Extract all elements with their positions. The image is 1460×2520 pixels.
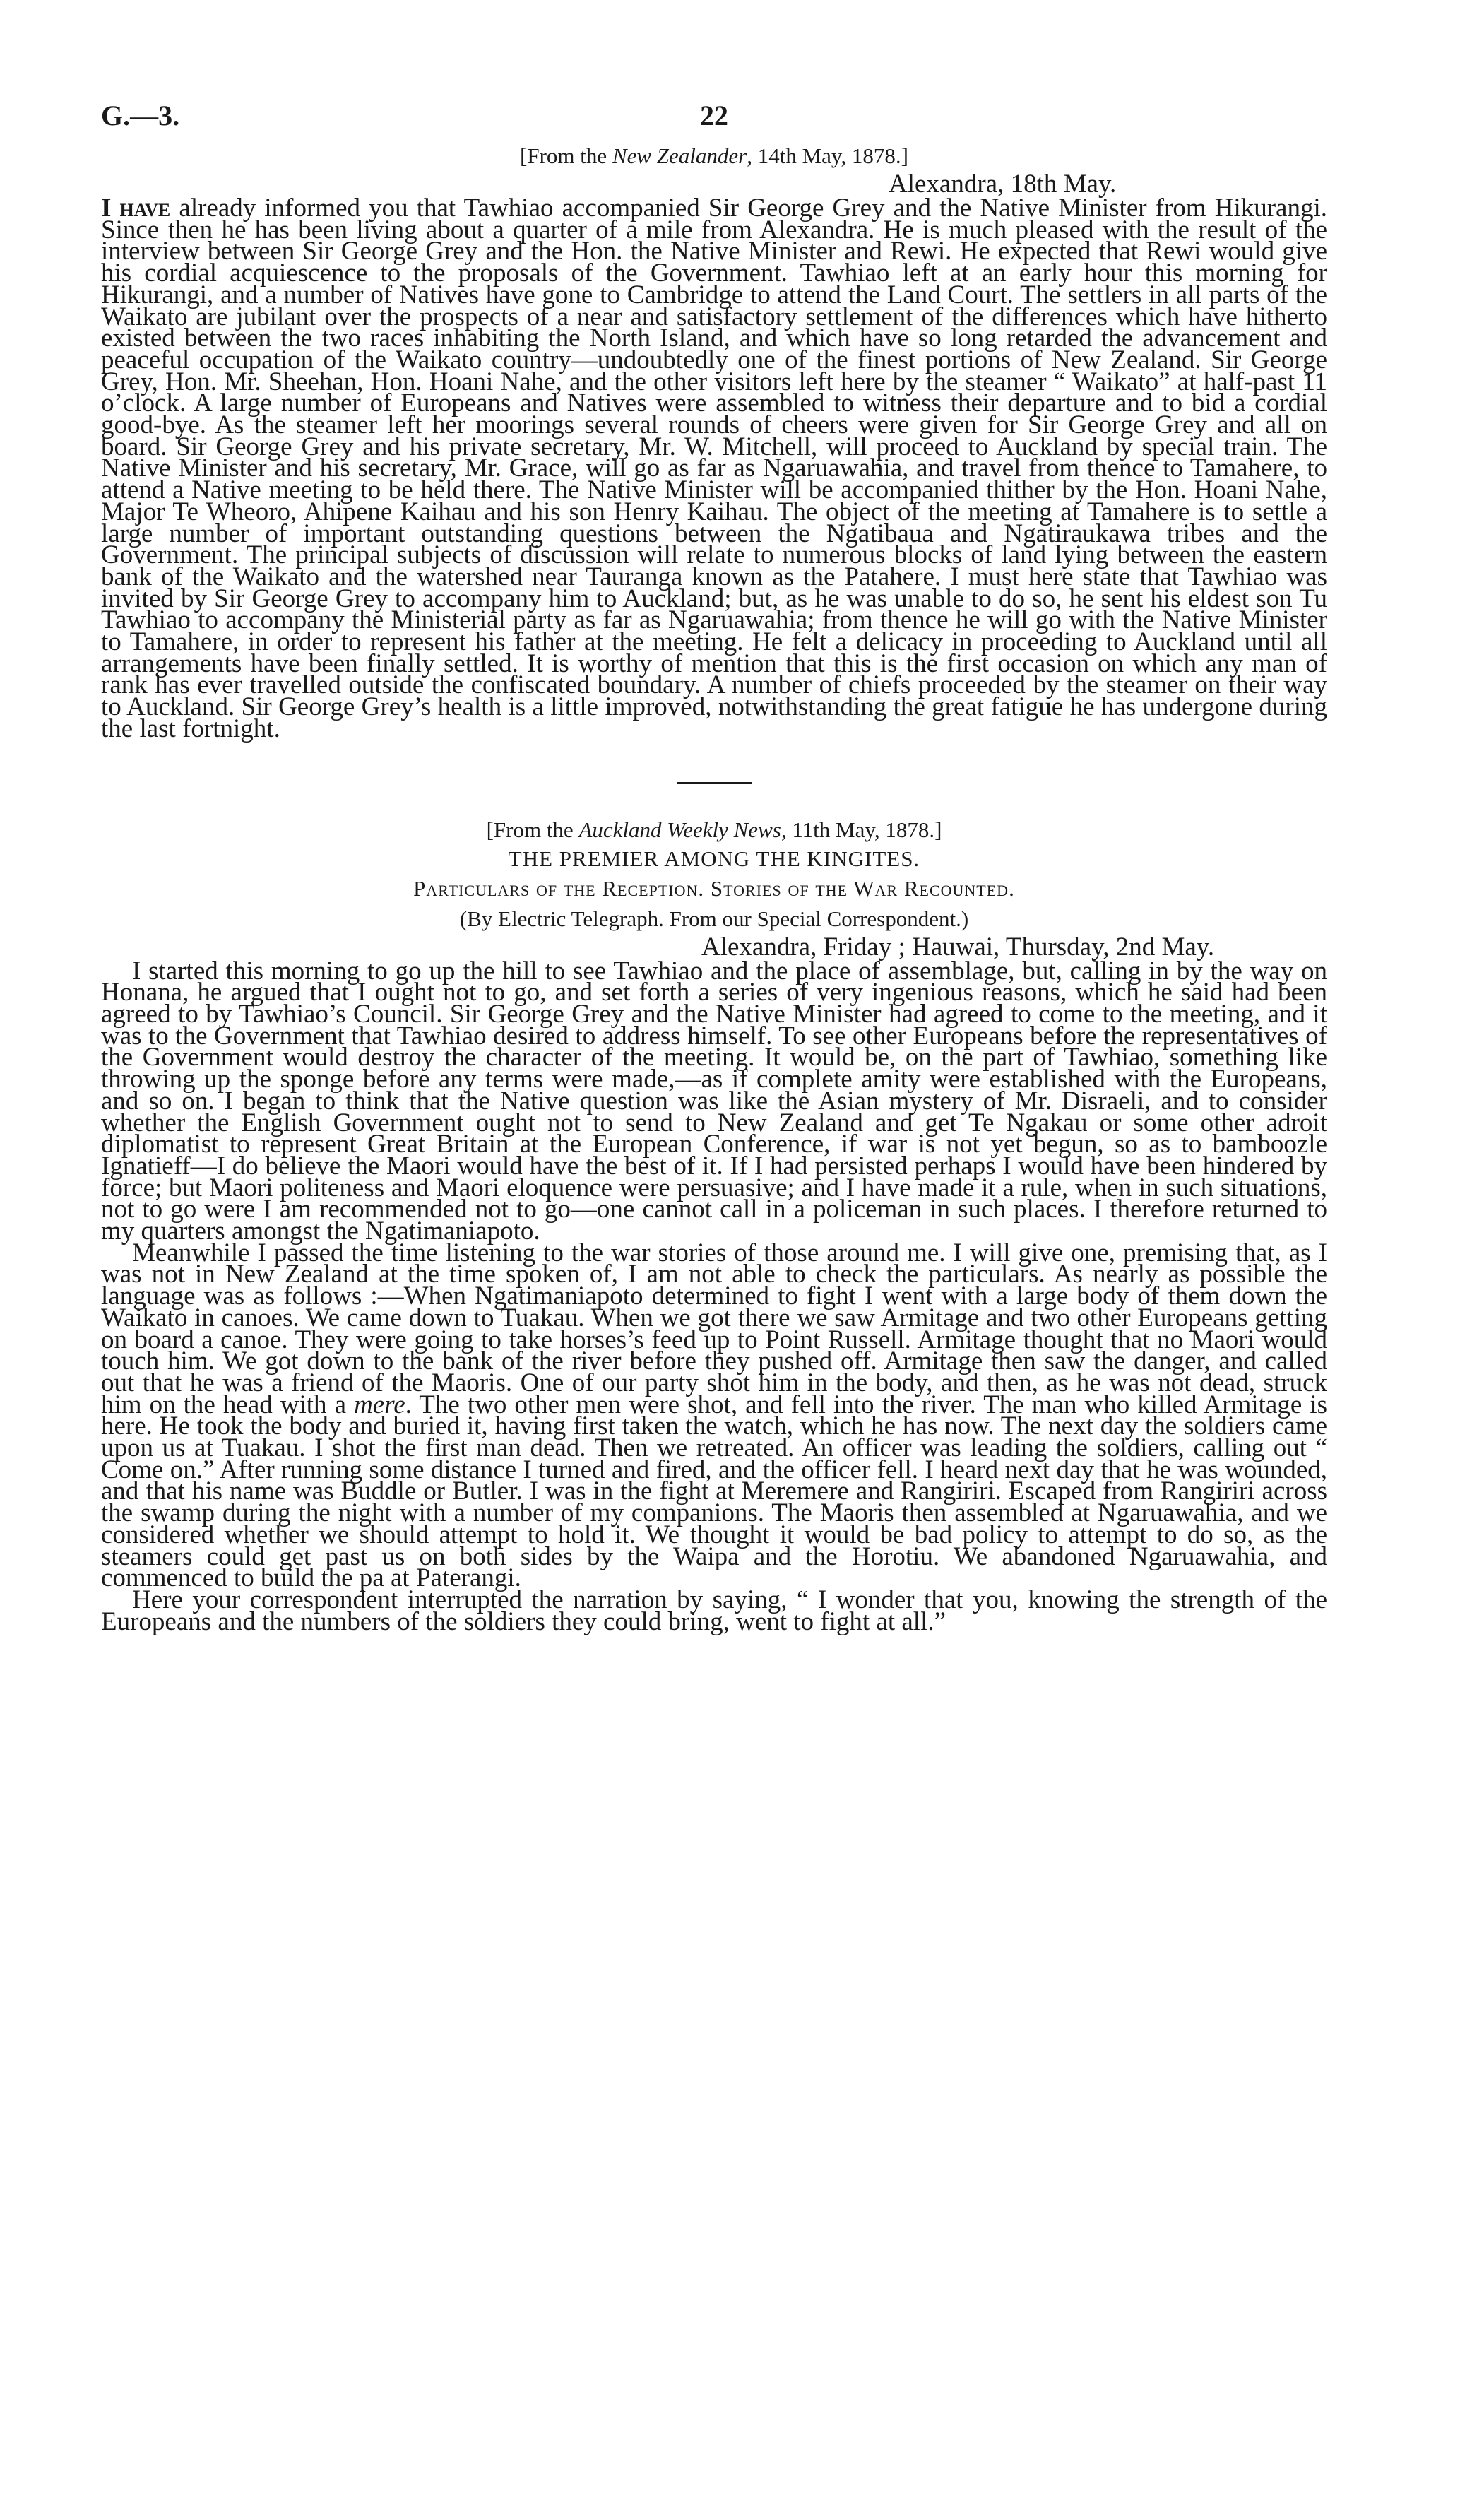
section-divider [677,782,752,784]
dateline: Alexandra, Friday ; Hauwai, Thursday, 2nd May. [701,932,1215,962]
article-new-zealander [101,141,1327,743]
source-prefix: [From the [520,143,612,168]
article-body [101,194,1327,743]
document-page [101,99,1327,1636]
source-citation [101,815,1327,845]
subheadline: Particulars of the Reception. Stories of the War Recounted. [413,875,1015,901]
source-prefix: [From the [486,817,579,842]
source-publication: Auckland Weekly News [578,817,781,842]
byline: (By Electric Telegraph. From our Special Correspondent.) [459,906,969,931]
source-citation [101,141,1327,171]
document-reference: G.—3. [101,100,180,131]
page-number: 22 [700,100,728,131]
lead-word: I have [101,194,171,223]
paragraph-2-text-b: . The two other men were shot, and fell into the river. The man who killed Armitage is here. He took the body and buried it, having first taken the watch, which he has now. The next day the soldiers came upon us at Tuakau. I shot the first man dead. Then we retreated. An officer was leading the soldiers, calling out “ Come on.” After running some distance I turned and fired, and the officer fell. I heard next day that he was wounded, and that his name was Buddle or Butler. I was in the fight at Meremere and Rangiriri. Escaped from Rangiriri across the swamp during the night with a number of my companions. The Maoris then assembled at Ngaruawahia, and we considered whether we should attempt to hold it. We thought it would be bad policy to attempt to do so, as the steamers could get past us on both sides by the Waipa and the Horotiu. We abandoned Ngaruawahia, and commenced to build the pa at Paterangi. [101,1390,1327,1593]
paragraph-1: I started this morning to go up the hill to see Tawhiao and the place of assemblage, but, calling in by the way on Honana, he argued that I ought not to go, and set forth a series of very ingenious reasons, which he said had been agreed to by Tawhiao’s Council. Sir George Grey and the Native Minister had agreed to come to the meeting, and it was to the Government that Tawhiao desired to address himself. To see other Europeans before the representatives of the Government would destroy the character of the meeting. It would be, on the part of Tawhiao, something like throwing up the sponge before any terms were made,—as if complete amity were established with the Europeans, and so on. I began to think that the Native question was like the Asian mystery of Mr. Disraeli, and to consider whether the English Government ought not to send to New Zealand and get Te Ngakau or some other adroit diplomatist to represent Great Britain at the European Conference, if war is not yet begun, so as to bamboozle Ignatieff—I do believe the Maori would have the best of it. If I had persisted perhaps I would have been hindered by force; but Maori politeness and Maori eloquence were persuasive; and I have made it a rule, when in such situations, not to go were I am recommended not to go—one cannot call in a policeman in such places. I therefore returned to my quarters amongst the Ngatimaniapoto. [101,956,1327,1246]
paragraph-3: Here your correspondent interrupted the narration by saying, “ I wonder that you, knowing the strength of the Europeans and the numbers of the soldiers they could bring, went to fight at all.” [101,1585,1327,1636]
body-text: already informed you that Tawhiao accompanied Sir George Grey and the Native Minister from Hikurangi. Since then he has been living about a quarter of a mile from Alexandra. He is much pleased with the result of the interview between Sir George Grey and the Hon. the Native Minister and Rewi. He expected that Rewi would give his cordial acquiescence to the proposals of the Government. Tawhiao left at an early hour this morning for Hikurangi, and a number of Natives have gone to Cambridge to attend the Land Court. The settlers in all parts of the Waikato are jubilant over the prospects of a near and satisfactory settlement of the differences which have hitherto existed between the two races inhabiting the North Island, and which have so long retarded the advancement and peaceful occupation of the Waikato country—undoubtedly one of the finest portions of New Zealand. Sir George Grey, Hon. Mr. Sheehan, Hon. Hoani Nahe, and the other visitors left here by the steamer “ Waikato” at half-past 11 o’clock. A large number of Europeans and Natives were assembled to witness their departure and to bid a cordial good-bye. As the steamer left her moorings several rounds of cheers were given for Sir George Grey and all on board. Sir George Grey and his private secretary, Mr. W. Mitchell, will proceed to Auckland by special train. The Native Minister and his secretary, Mr. Grace, will go as far as Ngaruawahia, and travel from thence to Tamahere, to attend a Native meeting to be held there. The Native Minister will be accompanied thither by the Hon. Hoani Nahe, Major Te Wheoro, Ahipene Kaihau and his son Henry Kaihau. The object of the meeting at Tamahere is to settle a large number of important outstanding questions between the Ngatibaua and Ngatiraukawa tribes and the Government. The principal subjects of discussion will relate to numerous blocks of land lying between the eastern bank of the Waikato and the watershed near Tauranga known as the Patahere. I must here state that Tawhiao was invited by Sir George Grey to accompany him to Auckland; but, as he was unable to do so, he sent his eldest son Tu Tawhiao to accompany the Ministerial party as far as Ngaruawahia; from thence he will go with the Native Minister to Tamahere, in order to represent his father at the meeting. He felt a delicacy in proceeding to Auckland until all arrangements have been finally settled. It is worthy of mention that this is the first occasion on which any man of rank has ever travelled outside the confiscated boundary. A number of chiefs proceeded by the steamer on their way to Auckland. Sir George Grey’s health is a little improved, notwithstanding the great fatigue he has undergone during the last fortnight. [101,194,1327,743]
source-suffix: , 11th May, 1878.] [781,817,942,842]
article-auckland-weekly-news [101,815,1327,1636]
italic-term: mere [354,1390,405,1419]
source-suffix: , 14th May, 1878.] [747,143,908,168]
paragraph-2-text-a: Meanwhile I passed the time listening to the war stories of those around me. I will give one, premising that, as I was not in New Zealand at the time spoken of, I am not able to check the particulars. As nearly as possible the language was as follows :—When Ngatimaniapoto determined to fight I went with a large body of them down the Waikato in canoes. We came down to Tuakau. When we got there we saw Armitage and two other Europeans getting on board a canoe. They were going to take horses’s feed up to Point Russell. Armitage thought that no Maori would touch him. We got down to the bank of the river before they pushed off. Armitage then saw the danger, and called out that he was a friend of the Maoris. One of our party shot him in the body, and then, as he was not dead, struck him on the head with a [101,1238,1327,1419]
dateline: Alexandra, 18th May. [889,170,1117,199]
running-header [101,99,1327,141]
headline: THE PREMIER AMONG THE KINGITES. [508,846,920,871]
paragraph-2 [101,1238,1327,1593]
source-publication: New Zealander [612,143,747,168]
